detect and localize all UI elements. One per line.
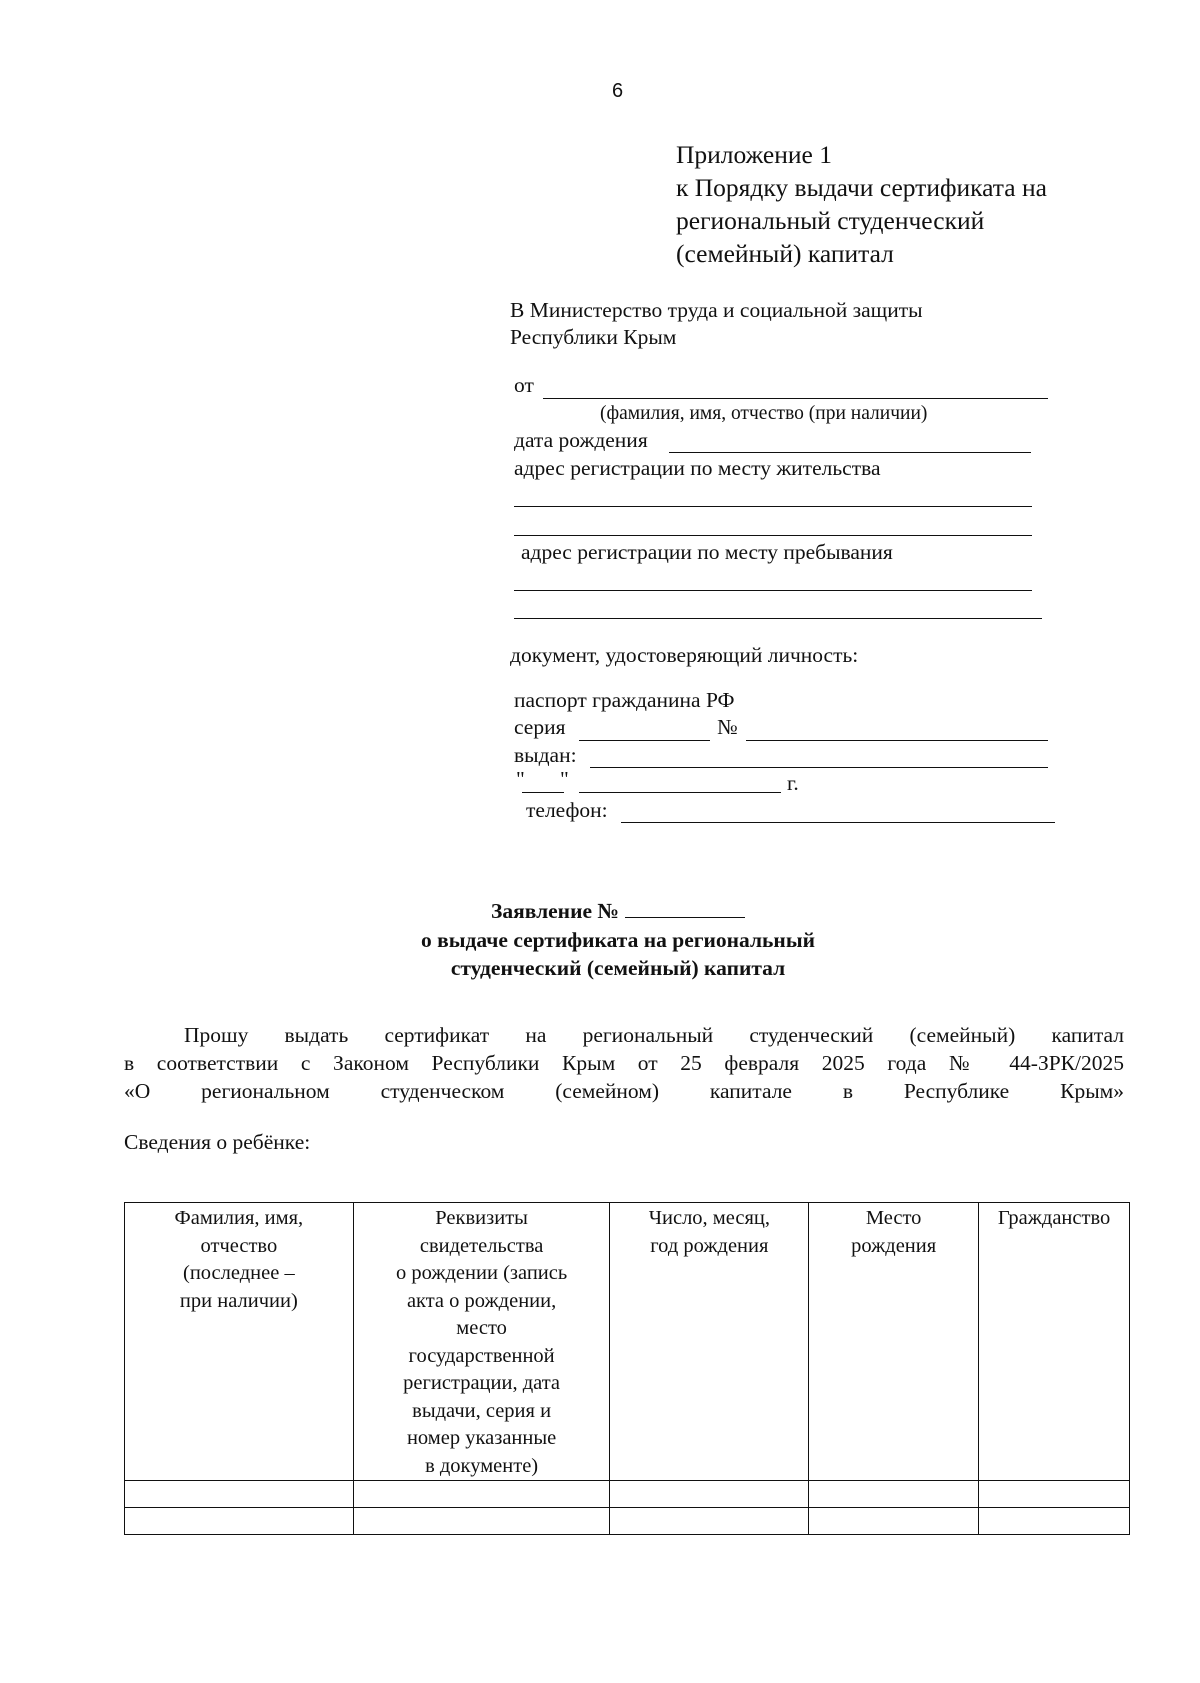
request-paragraph [124,1021,1124,1105]
table-cell[interactable] [610,1481,809,1508]
stay-address-field[interactable] [514,590,1032,591]
issued-field[interactable] [590,767,1048,768]
applicant-name-caption: (фамилия, имя, отчество (при наличии) [600,403,928,424]
issued-label: выдан: [514,743,577,767]
from-label: от [514,373,534,397]
stay-address-label: адрес регистрации по месту пребывания [521,540,893,564]
appendix-line: к Порядку выдачи сертификата на [676,173,1047,202]
residence-address-label: адрес регистрации по месту жительства [514,456,881,480]
request-line: «О региональном студенческом (семейном) капитале в Республике Крым» [124,1079,1124,1103]
table-header-row [125,1203,1130,1481]
application-number-field[interactable] [625,899,745,918]
phone-label: телефон: [526,798,608,822]
column-header-birth-certificate: Реквизиты свидетельства о рождении (запись акта о рождении, место государственной регистрации, дата выдачи, серия и номер указанные в документе) [353,1203,610,1481]
residence-address-field[interactable] [514,535,1032,536]
request-line: Прошу выдать сертификат на региональный студенческий (семейный) капитал [184,1023,1124,1047]
appendix-line: региональный студенческий [676,206,985,235]
appendix-line: Приложение 1 [676,140,832,169]
column-header-birth-date: Число, месяц, год рождения [610,1203,809,1481]
column-header-name: Фамилия, имя, отчество (последнее – при наличии) [125,1203,354,1481]
number-field[interactable] [746,740,1048,741]
addressee-line: В Министерство труда и социальной защиты [510,298,923,322]
appendix-header [676,138,1047,270]
table-cell[interactable] [809,1481,979,1508]
application-subtitle: о выдаче сертификата на региональный [420,928,815,952]
number-label: № [717,715,738,739]
quote-open: " [516,767,525,791]
child-info-label: Сведения о ребёнке: [124,1130,311,1154]
table-cell[interactable] [979,1481,1130,1508]
child-info-table [124,1202,1130,1535]
applicant-name-field[interactable] [543,398,1048,399]
birth-date-label: дата рождения [514,428,648,452]
application-subtitle: студенческий (семейный) капитал [450,956,786,980]
column-header-citizenship: Гражданство [979,1203,1130,1481]
column-header-birth-place: Место рождения [809,1203,979,1481]
table-cell[interactable] [125,1481,354,1508]
page-number: 6 [612,80,624,102]
series-field[interactable] [579,740,710,741]
issue-month-field[interactable] [579,792,781,793]
application-title: Заявление № [491,899,619,923]
application-title-block [0,899,1200,924]
birth-date-field[interactable] [669,452,1031,453]
table-row [125,1508,1130,1535]
issue-day-field[interactable] [522,792,564,793]
id-document-label: документ, удостоверяющий личность: [510,643,859,667]
table-cell[interactable] [125,1508,354,1535]
table-cell[interactable] [353,1508,610,1535]
table-cell[interactable] [809,1508,979,1535]
stay-address-field[interactable] [514,618,1042,619]
year-suffix: г. [787,771,799,795]
table-cell[interactable] [353,1481,610,1508]
table-row [125,1481,1130,1508]
quote-close: " [560,767,569,791]
addressee-line: Республики Крым [510,325,677,349]
passport-label: паспорт гражданина РФ [514,688,735,712]
request-line: в соответствии с Законом Республики Крым от 25 февраля 2025 года № 44-ЗРК/2025 [124,1051,1124,1075]
series-label: серия [514,715,566,739]
appendix-line: (семейный) капитал [676,239,894,268]
residence-address-field[interactable] [514,506,1032,507]
phone-field[interactable] [621,822,1055,823]
table-cell[interactable] [979,1508,1130,1535]
table-cell[interactable] [610,1508,809,1535]
